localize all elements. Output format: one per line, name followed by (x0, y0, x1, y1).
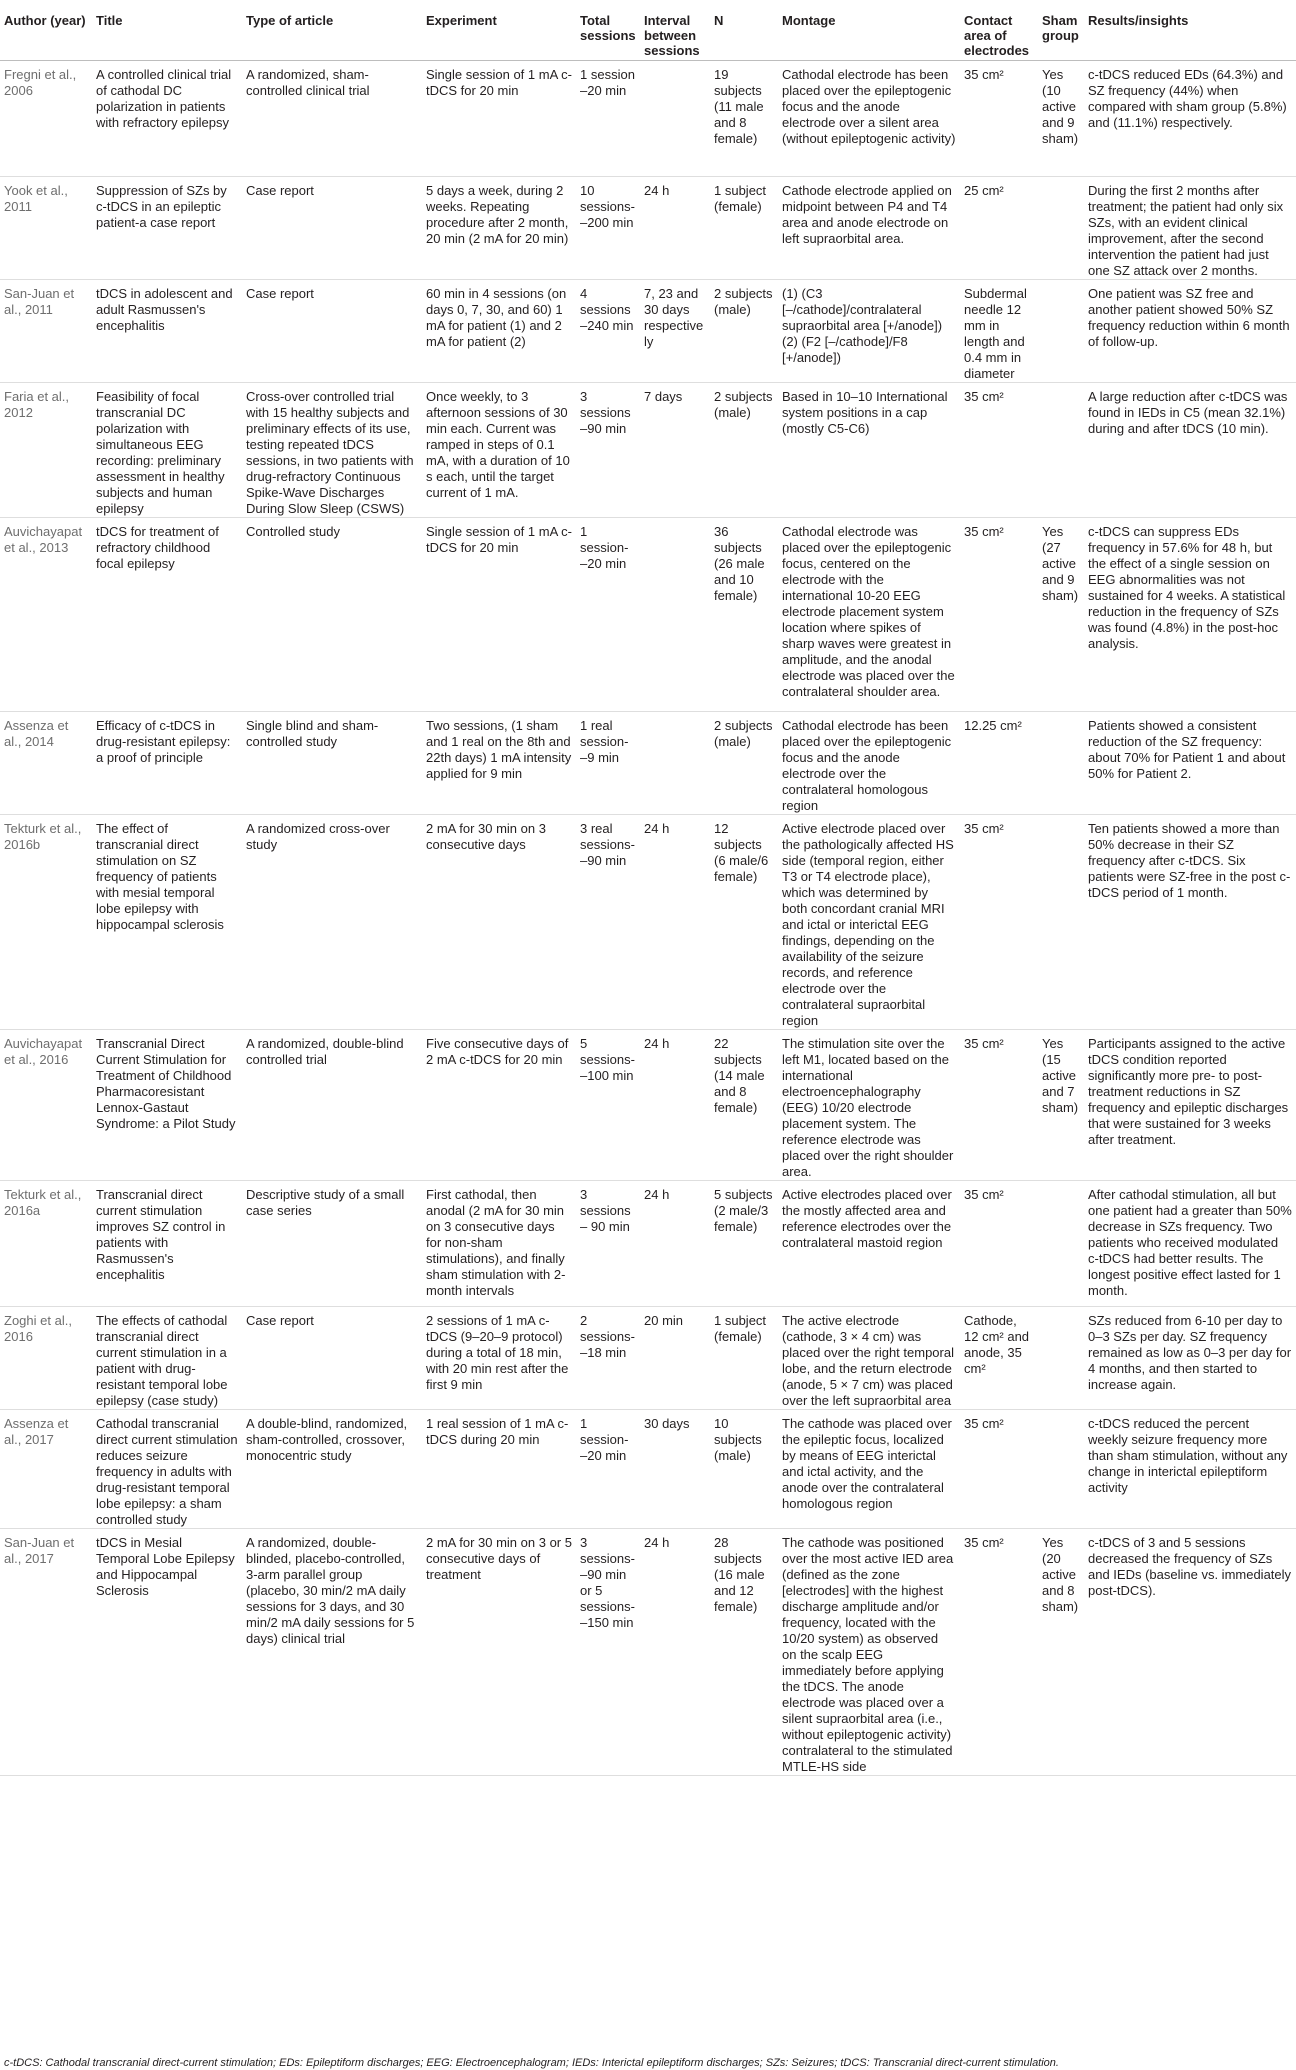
cell-results: c-tDCS reduced EDs (64.3%) and SZ frequency (44%) when compared with sham group (5.8%) and (11.1%) respectively. (1088, 67, 1287, 130)
cell-n: 19 subjects (11 male and 8 female) (714, 67, 764, 146)
cell-title: Feasibility of focal transcranial DC polarization with simultaneous EEG recording: preliminary assessment in healthy subjects and human epilepsy (96, 389, 225, 516)
cell-n: 2 subjects (male) (714, 389, 773, 420)
table-row (0, 1181, 1296, 1307)
cell-author: Auvichayapat et al., 2016 (4, 1036, 83, 1067)
cell-interval (640, 518, 710, 712)
cell-experiment: 2 sessions of 1 mA c-tDCS (9–20–9 protocol) during a total of 18 min, with 20 min rest after the first 9 min (426, 1313, 569, 1392)
cell-type: A randomized, sham-controlled clinical trial (246, 67, 370, 98)
cell-author: Fregni et al., 2006 (4, 67, 77, 98)
cell-contact: Cathode, 12 cm² and anode, 35 cm² (964, 1313, 1030, 1376)
cell-experiment: 1 real session of 1 mA c-tDCS during 20 min (426, 1416, 569, 1447)
cell-n: 2 subjects (male) (714, 286, 773, 317)
cell-results: Ten patients showed a more than 50% decrease in their SZ frequency after c-tDCS. Six patients were SZ-free in the post c-tDCS period of 1 month. (1088, 821, 1291, 900)
table-row (0, 383, 1296, 518)
cell-n: 2 subjects (male) (714, 718, 773, 749)
cell-contact: Subdermal needle 12 mm in length and 0.4 mm in diameter (964, 286, 1027, 381)
cell-results: Participants assigned to the active tDCS condition reported significantly more pre- to post-treatment reductions in SZ frequency and epileptic discharges that were sustained for 3 weeks after treatment. (1088, 1036, 1289, 1147)
cell-interval (640, 61, 710, 177)
cell-n: 10 subjects (male) (714, 1416, 762, 1463)
cell-type: A double-blind, randomized, sham-controlled, crossover, monocentric study (246, 1416, 408, 1463)
cell-type: A randomized, double-blinded, placebo-controlled, 3-arm parallel group (placebo, 30 min/2 mA daily sessions for 3 days, and 30 min/2 mA daily sessions for 5 days) clinical trial (246, 1535, 415, 1646)
cell-montage: The stimulation site over the left M1, located based on the international electroencephalography (EEG) 10/20 electrode placement system. The reference electrode was placed over the right shoulder area. (782, 1036, 954, 1179)
cell-montage: Cathodal electrode was placed over the epileptogenic focus, centered on the electrode with the international 10-20 EEG electrode placement system location where spikes of sharp waves were greatest in amplitude, and the anodal electrode was placed over the contralateral shoulder area. (782, 524, 955, 699)
cell-contact: 35 cm² (964, 389, 1004, 404)
cell-sessions: 1 real session- –9 min (580, 718, 629, 765)
table-row (0, 280, 1296, 383)
cell-sham: Yes (27 active and 9 sham) (1042, 524, 1079, 603)
header-interval: Interval between sessions (640, 1, 710, 61)
cell-interval: 24 h (644, 1036, 670, 1051)
cell-sessions: 3 sessions- –90 min or 5 sessions- –150 min (580, 1535, 635, 1630)
cell-experiment: Once weekly, to 3 afternoon sessions of 30 min each. Current was ramped in steps of 0.1 mA, with a duration of 10 s each, until the target current of 1 mA. (426, 389, 570, 500)
table-row (0, 1030, 1296, 1181)
cell-interval: 7, 23 and 30 days respectively (644, 286, 704, 349)
header-row (0, 1, 1296, 61)
cell-type: Controlled study (246, 524, 340, 539)
cell-sham (1038, 1307, 1084, 1410)
cell-results: One patient was SZ free and another patient showed 50% SZ frequency reduction within 6 month of follow-up. (1088, 286, 1290, 349)
cell-interval (640, 712, 710, 815)
cell-sessions: 3 real sessions- –90 min (580, 821, 635, 868)
cell-interval: 24 h (644, 1535, 670, 1550)
cell-title: tDCS in adolescent and adult Rasmussen's encephalitis (96, 286, 233, 333)
cell-author: Faria et al., 2012 (4, 389, 70, 420)
cell-title: A controlled clinical trial of cathodal DC polarization in patients with refractory epilepsy (96, 67, 232, 130)
cell-author: Assenza et al., 2014 (4, 718, 69, 749)
header-sessions: Total sessions (576, 1, 640, 61)
cell-interval: 20 min (644, 1313, 684, 1328)
table-row (0, 1410, 1296, 1529)
table-footnote: c-tDCS: Cathodal transcranial direct-current stimulation; EDs: Epileptiform discharges; EEG: Electroencephalogram; IEDs: Interictal epileptiform discharges; SZs: Seizures; tDCS: Transcranial direct-current stimulation. (4, 2057, 1059, 2069)
cell-montage: The cathode was placed over the epileptic focus, localized by means of EEG interictal and ictal activity, and the anode over the contralateral homologous region (782, 1416, 952, 1511)
cell-sham: Yes (10 active and 9 sham) (1042, 67, 1079, 146)
cell-n: 12 subjects (6 male/6 female) (714, 821, 769, 884)
cell-results: After cathodal stimulation, all but one patient had a greater than 50% decrease in SZs frequency. Two patients who received modulated c-tDCS had better results. The longest positive effect lasted for 1 month. (1088, 1187, 1292, 1298)
header-title: Title (92, 1, 242, 61)
cell-contact: 35 cm² (964, 821, 1004, 836)
table-row (0, 815, 1296, 1030)
cell-type: A randomized, double-blind controlled trial (246, 1036, 404, 1067)
cell-sessions: 5 sessions- –100 min (580, 1036, 635, 1083)
cell-interval: 7 days (644, 389, 683, 404)
cell-results: Patients showed a consistent reduction of the SZ frequency: about 70% for Patient 1 and about 50% for Patient 2. (1088, 718, 1286, 781)
cell-type: Descriptive study of a small case series (246, 1187, 405, 1218)
cell-sessions: 1 session- –20 min (580, 1416, 629, 1463)
cell-sham: Yes (20 active and 8 sham) (1042, 1535, 1079, 1614)
cell-interval: 24 h (644, 821, 670, 836)
cell-title: tDCS for treatment of refractory childhood focal epilepsy (96, 524, 219, 571)
table-row (0, 1307, 1296, 1410)
table-row (0, 61, 1296, 177)
cell-sham (1038, 177, 1084, 280)
cell-sessions: 1 session- –20 min (580, 524, 629, 571)
cell-experiment: Single session of 1 mA c-tDCS for 20 min (426, 67, 572, 98)
cell-author: Yook et al., 2011 (4, 183, 68, 214)
cell-montage: (1) (C3 [–/cathode]/contralateral supraorbital area [+/anode]) (2) (F2 [–/cathode]/F8 [+/anode]) (782, 286, 943, 365)
cell-interval: 24 h (644, 183, 670, 198)
cell-interval: 24 h (644, 1187, 670, 1202)
cell-n: 36 subjects (26 male and 10 female) (714, 524, 765, 603)
table-row (0, 712, 1296, 815)
cell-results: During the first 2 months after treatment; the patient had only six SZs, with an evident clinical improvement, after the second intervention the patient had just one SZ attack over 2 months. (1088, 183, 1284, 278)
cell-sessions: 10 sessions-–200 min (580, 183, 635, 230)
cell-author: Tekturk et al., 2016b (4, 821, 82, 852)
cell-n: 1 subject (female) (714, 183, 767, 214)
cell-results: c-tDCS of 3 and 5 sessions decreased the frequency of SZs and IEDs (baseline vs. immediately post-tDCS). (1088, 1535, 1292, 1598)
cell-author: Auvichayapat et al., 2013 (4, 524, 83, 555)
cell-title: Cathodal transcranial direct current stimulation reduces seizure frequency in adults with drug-resistant temporal lobe epilepsy: a sham controlled study (96, 1416, 238, 1527)
cell-results: SZs reduced from 6-10 per day to 0–3 SZs per day. SZ frequency remained as low as 0–3 per day for 4 months, and then started to increase again. (1088, 1313, 1292, 1392)
cell-n: 28 subjects (16 male and 12 female) (714, 1535, 765, 1614)
cell-type: Case report (246, 183, 314, 198)
cell-contact: 12.25 cm² (964, 718, 1022, 733)
cell-contact: 35 cm² (964, 1535, 1004, 1550)
cell-author: Tekturk et al., 2016a (4, 1187, 82, 1218)
header-experiment: Experiment (422, 1, 576, 61)
cell-type: Case report (246, 286, 314, 301)
cell-sessions: 3 sessions – 90 min (580, 1187, 631, 1234)
cell-sham (1038, 1410, 1084, 1529)
cell-contact: 35 cm² (964, 1187, 1004, 1202)
cell-sham (1038, 712, 1084, 815)
cell-experiment: First cathodal, then anodal (2 mA for 30 min on 3 consecutive days for non-sham stimulations), and finally sham stimulation with 2-month intervals (426, 1187, 566, 1298)
cell-type: A randomized cross-over study (246, 821, 390, 852)
cell-experiment: 60 min in 4 sessions (on days 0, 7, 30, and 60) 1 mA for patient (1) and 2 mA for patient (2) (426, 286, 567, 349)
table-body (0, 61, 1296, 1776)
cell-title: Suppression of SZs by c-tDCS in an epileptic patient-a case report (96, 183, 227, 230)
cell-contact: 25 cm² (964, 183, 1004, 198)
cell-experiment: Single session of 1 mA c-tDCS for 20 min (426, 524, 572, 555)
cell-contact: 35 cm² (964, 1036, 1004, 1051)
table-row (0, 518, 1296, 712)
header-sham: Sham group (1038, 1, 1084, 61)
table-row (0, 177, 1296, 280)
cell-sham (1038, 815, 1084, 1030)
cell-contact: 35 cm² (964, 524, 1004, 539)
cell-title: Efficacy of c-tDCS in drug-resistant epilepsy: a proof of principle (96, 718, 231, 765)
cell-results: c-tDCS reduced the percent weekly seizure frequency more than sham stimulation, without any change in interictal epileptiform activity (1088, 1416, 1288, 1495)
cell-n: 22 subjects (14 male and 8 female) (714, 1036, 765, 1115)
cell-type: Single blind and sham-controlled study (246, 718, 379, 749)
cell-title: tDCS in Mesial Temporal Lobe Epilepsy and Hippocampal Sclerosis (96, 1535, 235, 1598)
header-type: Type of article (242, 1, 422, 61)
cell-author: San-Juan et al., 2011 (4, 286, 75, 317)
cell-sham (1038, 383, 1084, 518)
cell-experiment: 5 days a week, during 2 weeks. Repeating procedure after 2 month, 20 min (2 mA for 20 min) (426, 183, 569, 246)
header-results: Results/insights (1084, 1, 1296, 61)
cell-title: Transcranial Direct Current Stimulation for Treatment of Childhood Pharmacoresistant Lennox-Gastaut Syndrome: a Pilot Study (96, 1036, 236, 1131)
cell-type: Case report (246, 1313, 314, 1328)
cell-montage: Cathodal electrode has been placed over the epileptogenic focus and the anode electrode over a silent area (without epileptogenic activity) (782, 67, 956, 146)
cell-experiment: 2 mA for 30 min on 3 or 5 consecutive days of treatment (426, 1535, 572, 1582)
header-n: N (710, 1, 778, 61)
cell-contact: 35 cm² (964, 1416, 1004, 1431)
cell-montage: Cathode electrode applied on midpoint between P4 and T4 area and anode electrode on left supraorbital area. (782, 183, 952, 246)
cell-title: The effects of cathodal transcranial direct current stimulation in a patient with drug-resistant temporal lobe epilepsy (case study) (96, 1313, 228, 1408)
cell-sessions: 3 sessions –90 min (580, 389, 631, 436)
cell-n: 1 subject (female) (714, 1313, 767, 1344)
cell-montage: Active electrodes placed over the mostly affected area and reference electrodes over the contralateral mastoid region (782, 1187, 952, 1250)
cell-contact: 35 cm² (964, 67, 1004, 82)
cell-title: Transcranial direct current stimulation improves SZ control in patients with Rasmussen's encephalitis (96, 1187, 226, 1282)
cell-author: Assenza et al., 2017 (4, 1416, 69, 1447)
cell-results: A large reduction after c-tDCS was found in IEDs in C5 (mean 32.1%) during and after tDCS (10 min). (1088, 389, 1288, 436)
header-author: Author (year) (0, 1, 92, 61)
cell-n: 5 subjects (2 male/3 female) (714, 1187, 773, 1234)
cell-montage: The active electrode (cathode, 3 × 4 cm) was placed over the right temporal lobe, and the return electrode (anode, 5 × 7 cm) was placed over the left supraorbital area (782, 1313, 954, 1408)
cell-sessions: 1 session –20 min (580, 67, 635, 98)
header-contact: Contact area of electrodes (960, 1, 1038, 61)
cell-title: The effect of transcranial direct stimulation on SZ frequency of patients with mesial temporal lobe epilepsy with hippocampal sclerosis (96, 821, 224, 932)
cell-sessions: 4 sessions –240 min (580, 286, 634, 333)
cell-sham: Yes (15 active and 7 sham) (1042, 1036, 1079, 1115)
cell-montage: Cathodal electrode has been placed over the epileptogenic focus and the anode electrode over the contralateral homologous region (782, 718, 952, 813)
table-row (0, 1529, 1296, 1776)
cell-sessions: 2 sessions- –18 min (580, 1313, 635, 1360)
cell-type: Cross-over controlled trial with 15 healthy subjects and preliminary effects of its use, testing repeated tDCS sessions, in two patients with drug-refractory Continuous Spike-Wave Discharges During Slow Sleep (CSWS) (246, 389, 414, 516)
cell-sham (1038, 1181, 1084, 1307)
cell-montage: Based in 10–10 International system positions in a cap (mostly C5-C6) (782, 389, 948, 436)
cell-experiment: 2 mA for 30 min on 3 consecutive days (426, 821, 546, 852)
cell-interval: 30 days (644, 1416, 690, 1431)
cell-experiment: Five consecutive days of 2 mA c-tDCS for 20 min (426, 1036, 569, 1067)
cell-results: c-tDCS can suppress EDs frequency in 57.6% for 48 h, but the effect of a single session on EEG abnormalities was not sustained for 4 weeks. A statistical reduction in the frequency of SZs was found (4.8%) in the post-hoc analysis. (1088, 524, 1286, 651)
cell-sham (1038, 280, 1084, 383)
cell-author: San-Juan et al., 2017 (4, 1535, 75, 1566)
cell-author: Zoghi et al., 2016 (4, 1313, 72, 1344)
cell-montage: Active electrode placed over the pathologically affected HS side (temporal region, either T3 or T4 electrode place), which was determined by both concordant cranial MRI and ictal or interictal EEG findings, depending on the availability of the seizure records, and reference electrode over the contralateral supraorbital region (782, 821, 954, 1028)
cell-montage: The cathode was positioned over the most active IED area (defined as the zone [electrodes] with the highest discharge amplitude and/or frequency, located with the 10/20 system) as observed on the scalp EEG immediately before applying the tDCS. The anode electrode was placed over a silent supraorbital area (i.e., without epileptogenic activity) contralateral to the stimulated MTLE-HS side (782, 1535, 954, 1774)
cell-experiment: Two sessions, (1 sham and 1 real on the 8th and 22th days) 1 mA intensity applied for 9 min (426, 718, 572, 781)
header-montage: Montage (778, 1, 960, 61)
